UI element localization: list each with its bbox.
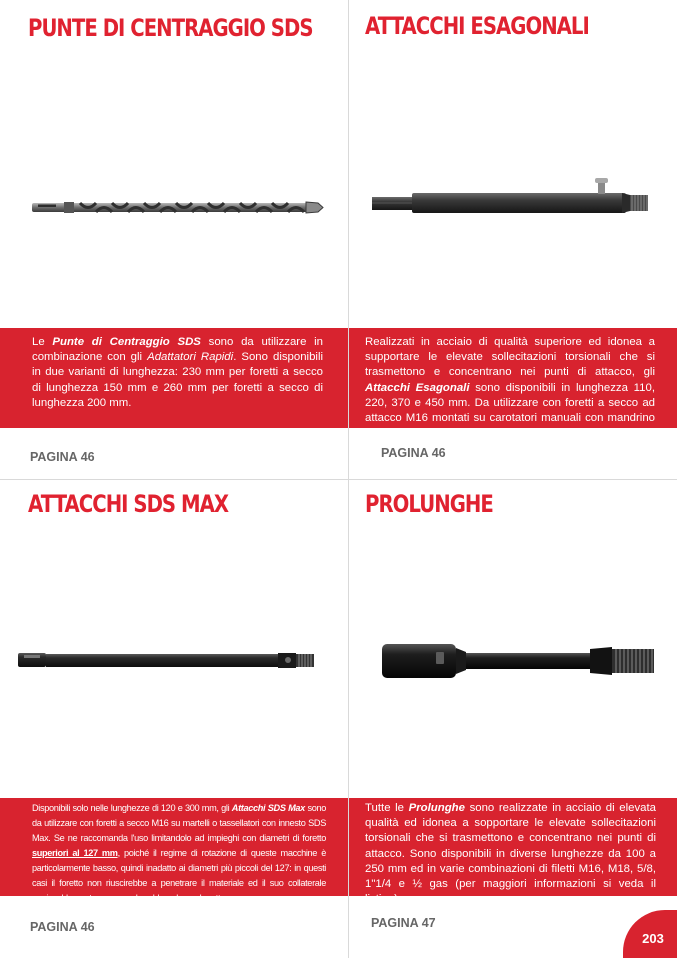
- description-band: [0, 328, 348, 428]
- description-text: [365, 801, 656, 907]
- text-run: Realizzati in acciaio di qualità superiore ed idonea a supportare le elevate sollecitazioni torsionali che si trasmettono e concentrano nei punti di attacco, gli: [365, 336, 655, 379]
- emphasis-text: Attacchi Esagonali: [365, 381, 470, 394]
- description-text: [365, 335, 655, 441]
- sds-centering-bit-image: [30, 193, 326, 221]
- panel-title: ATTACCHI ESAGONALI: [365, 12, 589, 40]
- text-run: . Sono disponibili in due varianti di lunghezza: 230 mm per foretti a secco di lunghezza 150 mm e 260 mm per foretti a secco di lunghezza 200 mm.: [32, 351, 324, 409]
- hex-adapter-image: [370, 174, 652, 214]
- text-run: sono realizzate in acciaio di elevata qualità ed idonea a sopportare le elevate sollecitazioni torsionali che si trasmettono e concentrano nei punti di attacco. Sono disponibili in diverse lunghezze da 100 a 250 mm ed in varie combinazioni di filetti M16, M18, 5/8, 1"1/4 e ½ gas (per maggiori informazioni si veda il listino).: [365, 802, 656, 906]
- page-reference: PAGINA 47: [371, 916, 436, 930]
- text-run: Le: [32, 336, 53, 348]
- description-band: [349, 798, 677, 906]
- page-reference: PAGINA 46: [30, 920, 95, 934]
- text-run: , poiché il regime di rotazione di queste macchine è particolarmente basso, quindi inadatto ai diametri più piccoli del 127: in questi casi il foretto non riuscirebbe a penetrare il materiale ed il suo collaterale surriscaldamento ne provocherebbe a breve la rottura.: [32, 848, 326, 903]
- panel-title: PUNTE DI CENTRAGGIO SDS: [28, 14, 313, 42]
- text-run: sono da utilizzare con foretti a secco M16 su martelli o tassellatori con innesto SDS Max. Se ne raccomanda l'uso limitandolo ad impieghi con diametri di foretto: [32, 803, 326, 843]
- emphasis-text: Prolunghe: [408, 802, 465, 814]
- page-number: 203: [623, 910, 677, 958]
- page-reference: PAGINA 46: [381, 446, 446, 460]
- panel-title: PROLUNGHE: [365, 490, 493, 518]
- description-band: [349, 328, 677, 440]
- text-run: Disponibili solo nelle lunghezze di 120 e 300 mm, gli: [32, 803, 232, 813]
- sds-max-adapter-image: [16, 646, 318, 674]
- description-band: [0, 798, 348, 903]
- text-run: sono da utilizzare in combinazione con gli: [32, 336, 324, 364]
- description-text: [32, 801, 326, 906]
- description-text: [32, 335, 323, 411]
- emphasis-text: Adattatori Rapidi: [147, 351, 234, 364]
- extension-rod-image: [380, 640, 660, 682]
- emphasis-text: superiori al 127 mm: [32, 848, 118, 858]
- text-run: sono disponibili in lunghezza 110, 220, 370 e 450 mm. Da utilizzare con foretti a secco ad attacco M16 montati su carotatori manuali con mandrino a cremagliera.: [365, 381, 655, 440]
- page-reference: PAGINA 46: [30, 450, 95, 464]
- emphasis-text: Punte di Centraggio SDS: [52, 336, 201, 348]
- panel-title: ATTACCHI SDS MAX: [28, 490, 229, 518]
- text-run: Tutte le: [365, 802, 409, 814]
- emphasis-text: Attacchi SDS Max: [231, 803, 305, 813]
- horizontal-divider: [0, 479, 677, 480]
